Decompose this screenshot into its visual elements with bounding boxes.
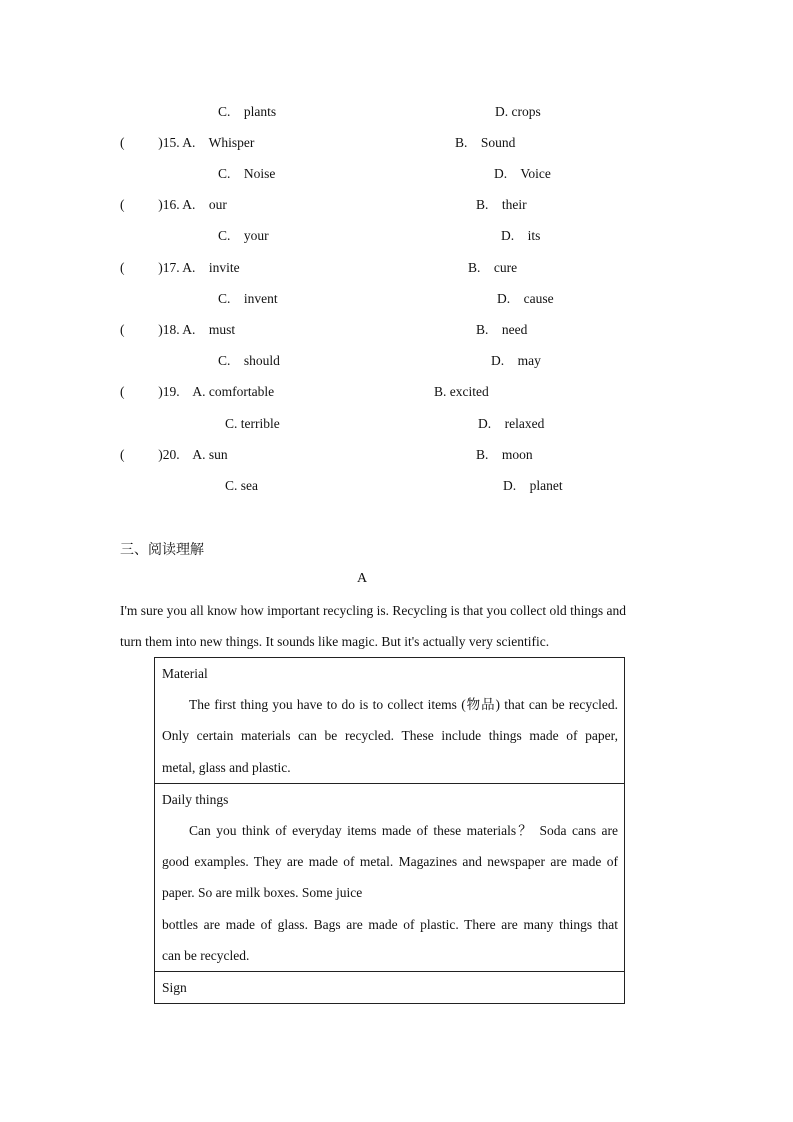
- option-20-d: D. planet: [503, 478, 563, 493]
- intro-paragraph-line-2: turn them into new things. It sounds like magic. But it's actually very scientific.: [120, 634, 550, 649]
- table-line: good examples. They are made of metal. Magazines and newspaper are made of: [162, 854, 618, 870]
- section-title: 三、阅读理解: [120, 543, 204, 558]
- option-20-c: C. sea: [225, 478, 258, 493]
- option-18-c: C. should: [218, 353, 280, 368]
- table-heading-sign: Sign: [162, 980, 187, 996]
- table-line: can be recycled.: [162, 948, 250, 964]
- table-line: Can you think of everyday items made of these materials？ Soda cans are: [189, 822, 618, 838]
- recycling-table: [154, 657, 625, 1004]
- question-19: ( )19. A. comfortable: [120, 384, 275, 399]
- option-16-d: D. its: [501, 228, 541, 243]
- table-heading-daily-things: Daily things: [162, 791, 229, 807]
- question-20: ( )20. A. sun: [120, 447, 228, 462]
- table-line: metal, glass and plastic.: [162, 759, 291, 775]
- option-16-c: C. your: [218, 228, 269, 243]
- table-cell-sign: [155, 972, 625, 1004]
- table-heading-material: Material: [162, 666, 208, 681]
- option-c-plants: C. plants: [218, 104, 277, 119]
- question-18: ( )18. A. must: [120, 322, 236, 337]
- question-16: ( )16. A. our: [120, 197, 227, 212]
- option-15-d: D. Voice: [494, 166, 551, 181]
- intro-paragraph-line-1: I'm sure you all know how important recycling is. Recycling is that you collect old things and: [120, 603, 626, 618]
- table-cell-daily-things: [155, 783, 625, 971]
- option-19-c: C. terrible: [225, 416, 280, 431]
- option-15-b: B. Sound: [455, 135, 516, 150]
- option-19-b: B. excited: [434, 384, 489, 399]
- table-row-sign: [155, 972, 625, 1004]
- option-15-c: C. Noise: [218, 166, 276, 181]
- option-18-b: B. need: [476, 322, 528, 337]
- question-15: ( )15. A. Whisper: [120, 135, 255, 150]
- option-17-b: B. cure: [468, 260, 518, 275]
- option-d-crops: D. crops: [495, 104, 541, 119]
- option-17-c: C. invent: [218, 291, 278, 306]
- table-row-material: [155, 658, 625, 784]
- option-20-b: B. moon: [476, 447, 533, 462]
- table-line: bottles are made of glass. Bags are made of plastic. There are many things that: [162, 916, 618, 932]
- table-row-daily-things: [155, 783, 625, 971]
- table-cell-material: [155, 658, 625, 784]
- question-17: ( )17. A. invite: [120, 260, 240, 275]
- option-16-b: B. their: [476, 197, 527, 212]
- table-line: The first thing you have to do is to collect items (物品) that can be recycled.: [189, 697, 618, 712]
- option-18-d: D. may: [491, 353, 541, 368]
- table-line: paper. So are milk boxes. Some juice: [162, 885, 363, 901]
- option-17-d: D. cause: [497, 291, 554, 306]
- table-line: Only certain materials can be recycled. These include things made of paper,: [162, 728, 618, 744]
- passage-letter: A: [357, 571, 368, 586]
- option-19-d: D. relaxed: [478, 416, 545, 431]
